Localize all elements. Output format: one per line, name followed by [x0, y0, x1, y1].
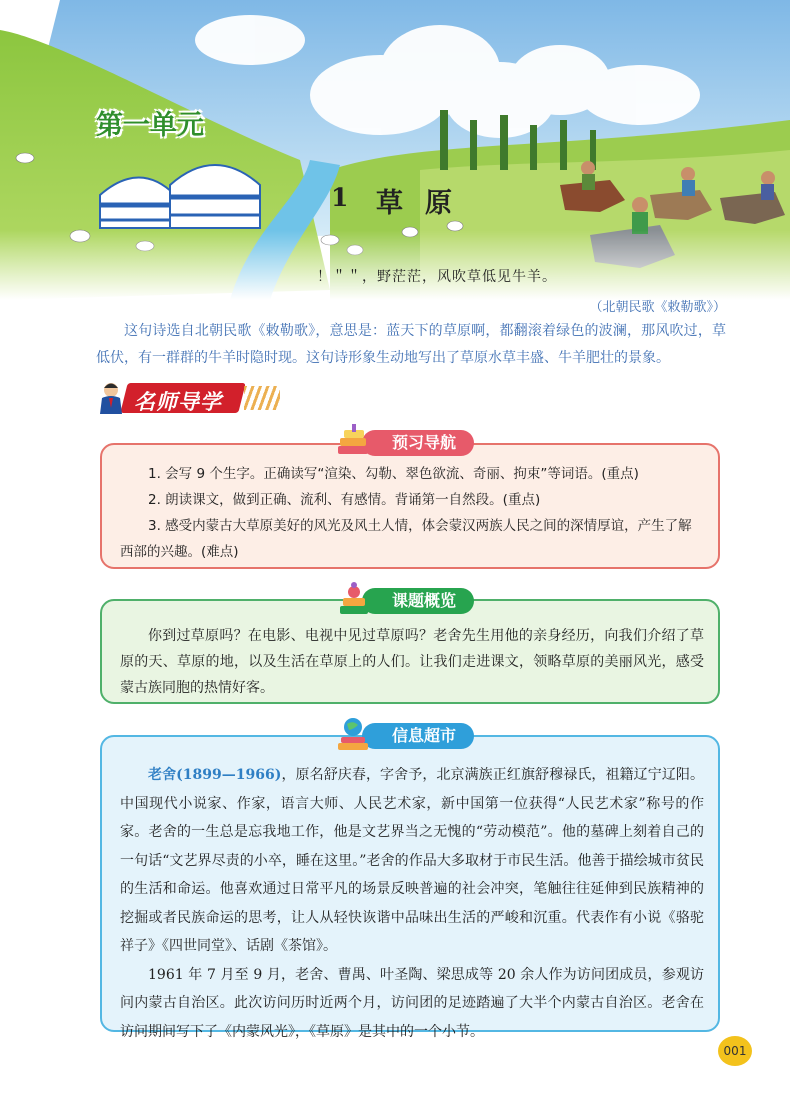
- overview-title: 课题概览: [392, 591, 457, 610]
- preview-item: 3. 感受内蒙古大草原美好的风光及风土人情，体会蒙汉两族人民之间的深情厚谊，产生了解西部的兴趣。(难点): [120, 518, 692, 560]
- unit-title: 第一单元: [96, 110, 204, 141]
- info-text: [120, 761, 704, 1046]
- overview-box: [100, 599, 720, 704]
- stacked-blocks-icon: [334, 580, 374, 620]
- poem-source: （北朝民歌《敕勒歌》）: [589, 300, 726, 315]
- info-paragraph-1-text: ，原名舒庆春，字舍予，北京满族正红旗舒穆禄氏，祖籍辽宁辽阳。中国现代小说家、作家，语言大师、人民艺术家，新中国第一位获得“人民艺术家”称号的作家。老舍的一生总是忘我地工作，他是文艺界当之无愧的“劳动模范”。他的墓碑上刻着自己的一句话“文艺界尽责的小卒，睡在这里。”老舍的作品大多取材于市民生活。他善于描绘城市贫民的生活和命运。他喜欢通过日常平凡的场景反映普遍的社会冲突，笔触往往延伸到民族精神的挖掘或者民族命运的思考，让人从轻快诙谐中品味出生活的严峻和沉重。代表作有小说《骆驼祥子》《四世同堂》、话剧《茶馆》。: [120, 767, 704, 954]
- lesson-number: 1: [331, 183, 349, 212]
- overview-title-pill: [362, 588, 474, 614]
- preview-box: [100, 443, 720, 569]
- info-title-pill: [362, 723, 474, 749]
- poem-line: ！＂＂，野茫茫，风吹草低见牛羊。: [317, 269, 557, 285]
- preview-title-pill: [362, 430, 474, 456]
- author-name: 老舍(1899—1966): [148, 767, 282, 783]
- lesson-title: 草原: [376, 188, 474, 219]
- globe-books-icon: [334, 715, 374, 755]
- teacher-icon: [94, 380, 128, 416]
- preview-item: 1. 会写 9 个生字。正确读写“渲染、勾勒、翠色欲流、奇丽、拘束”等词语。(重点): [148, 466, 639, 482]
- banner-illustration: [0, 0, 790, 300]
- info-paragraph-2: 1961 年 7 月至 9 月，老舍、曹禺、叶圣陶、梁思成等 20 余人作为访问团成员，参观访问内蒙古自治区。此次访问历时近两个月，访问团的足迹踏遍了大半个内蒙古自治区。老舍在访问期间写下了《内蒙风光》，《草原》是其中的一个小节。: [120, 966, 704, 1040]
- info-paragraph-1: [120, 761, 704, 961]
- teacher-guide-header: [94, 380, 284, 414]
- guide-stripes: [244, 386, 280, 410]
- intro-paragraph: 这句诗选自北朝民歌《敕勒歌》，意思是：蓝天下的草原啊，都翻滚着绿色的波澜，那风吹过，草低伏，有一群群的牛羊时隐时现。这句诗形象生动地写出了草原水草丰盛、牛羊肥壮的景象。: [96, 323, 726, 366]
- info-title: 信息超市: [392, 726, 457, 745]
- info-box: [100, 735, 720, 1040]
- preview-list: [120, 461, 704, 565]
- overview-text: 你到过草原吗？在电影、电视中见过草原吗？老舍先生用他的亲身经历，向我们介绍了草原的天、草原的地，以及生活在草原上的人们。让我们走进课文，领略草原的美丽风光，感受蒙古族同胞的热情好客。: [120, 628, 704, 696]
- preview-item: 2. 朗读课文，做到正确、流利、有感情。背诵第一自然段。(重点): [148, 492, 541, 508]
- yurt-right: [170, 165, 260, 228]
- guide-label: 名师导学: [134, 390, 222, 414]
- preview-title: 预习导航: [392, 433, 457, 452]
- books-icon: [334, 422, 374, 462]
- grassland-scene: [0, 0, 790, 300]
- page-number-badge: 001: [718, 1036, 752, 1066]
